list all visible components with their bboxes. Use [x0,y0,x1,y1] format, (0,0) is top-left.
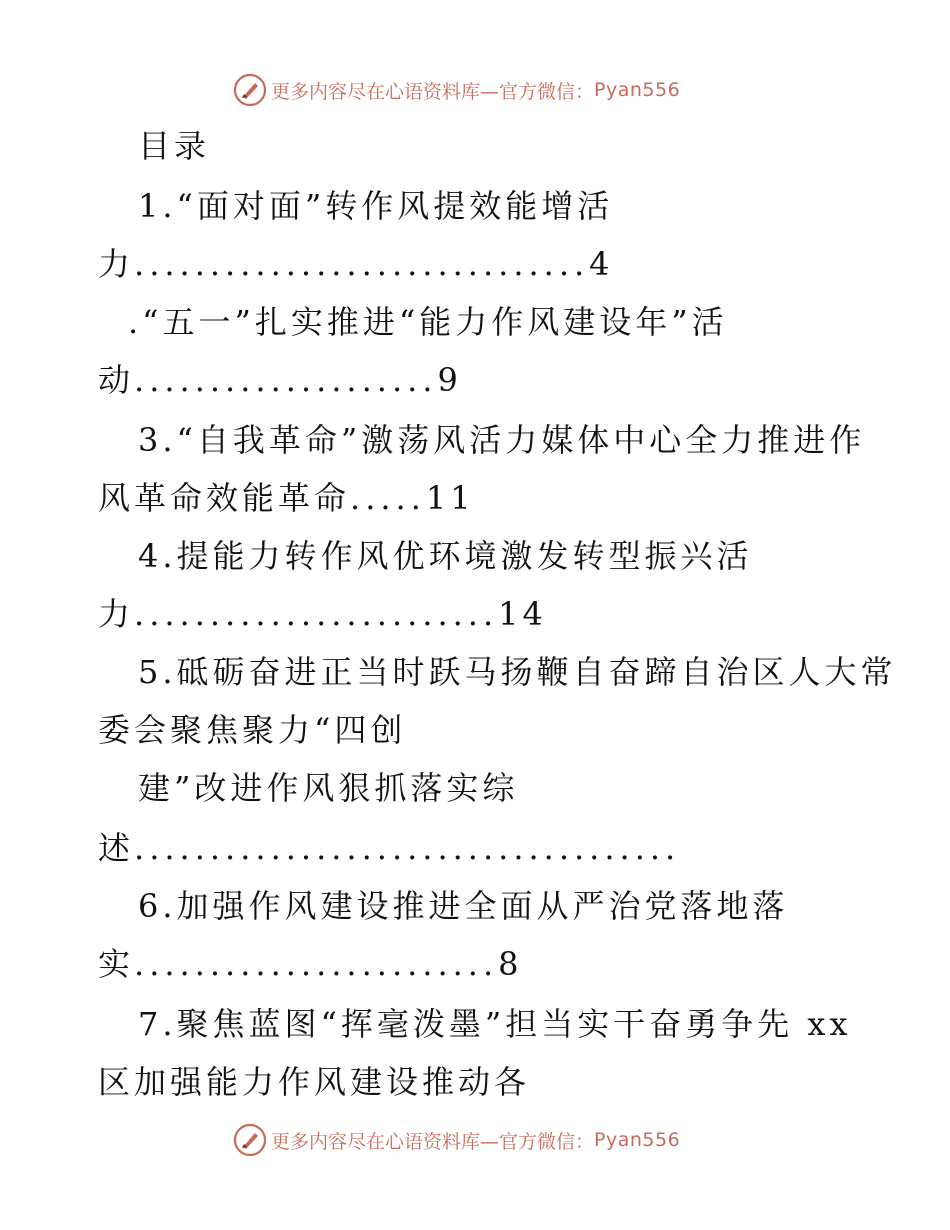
watermark-wechat-id: Pyan556 [594,79,681,101]
watermark-footer [233,1122,680,1158]
toc-line [98,1062,530,1102]
toc-line [138,768,518,808]
toc-line-text: 述 [98,829,135,867]
toc-page-number: 8 [498,945,523,983]
toc-page-number: 9 [437,361,462,399]
toc-line-text: 3.“自我革命”激荡风活力媒体中心全力推进作 [138,421,866,459]
toc-line [138,652,897,692]
toc-line-text: 6.加强作风建设推进全面从严治党落地落 [138,887,789,925]
toc-page-number: 11 [425,479,475,517]
watermark-text: 更多内容尽在心语资料库—官方微信： [271,80,595,103]
toc-line-text: 区加强能力作风建设推动各 [98,1063,531,1101]
watermark-text: 更多内容尽在心语资料库—官方微信： [271,1130,595,1153]
toc-line [98,594,547,634]
toc-line [98,244,614,284]
watermark-wechat-id: Pyan556 [594,1129,681,1151]
toc-line-text: 实 [98,945,135,983]
toc-line [98,478,475,518]
toc-line-text: 7.聚焦蓝图“挥毫泼墨”担当实干奋勇争先 xx [138,1005,852,1043]
toc-line-text: 建”改进作风狠抓落实综 [138,769,519,807]
toc-leader-dots: .................... [134,361,438,399]
toc-line [138,886,789,926]
toc-line-text: 4.提能力转作风优环境激发转型振兴活 [138,537,753,575]
toc-leader-dots: .................................... [134,829,681,867]
toc-line [128,302,728,342]
toc-page-number: 14 [498,595,547,633]
toc-line [138,186,613,226]
toc-leader-dots: ........................ [134,595,499,633]
toc-line-text: 风革命效能革命 [98,479,351,517]
toc-heading: 目录 [138,127,211,165]
toc-line [98,944,523,984]
toc-line-text: .“五一”扎实推进“能力作风建设年”活 [128,303,728,341]
toc-line [98,828,680,868]
toc-line-text: 1.“面对面”转作风提效能增活 [138,187,614,225]
toc-line [138,1004,852,1044]
toc-line-text: 动 [98,361,135,399]
toc-line [138,420,865,460]
pen-nib-logo-icon [233,1123,267,1157]
toc-line-text: 5.砥砺奋进正当时跃马扬鞭自奋蹄自治区人大常 [138,653,897,691]
toc-leader-dots: ..... [350,479,426,517]
toc-line-text: 委会聚焦聚力“四创 [98,711,407,749]
toc-line [98,710,406,750]
toc-line-text: 力 [98,595,135,633]
toc-line [98,360,462,400]
toc-leader-dots: .............................. [134,245,590,283]
pen-nib-logo-icon [233,73,267,107]
toc-line-text: 力 [98,245,135,283]
toc-page-number: 4 [589,245,614,283]
watermark-header [233,72,680,108]
toc-leader-dots: ........................ [134,945,499,983]
toc-line [138,536,753,576]
